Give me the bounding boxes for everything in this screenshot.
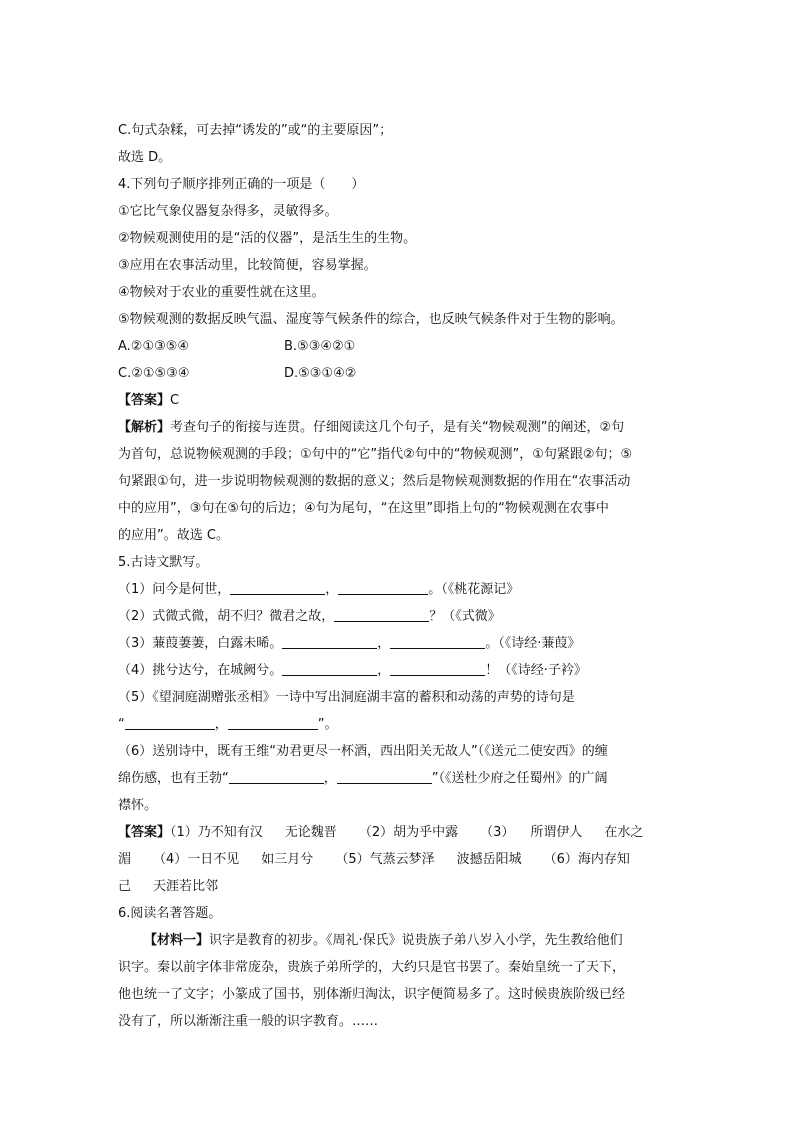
material-1-line: 他也统一了文字；小篆成了国书，别体渐归淘汰，识字便简易多了。这时候贵族阶级已经 <box>118 987 626 1002</box>
answer-blank[interactable] <box>229 769 324 784</box>
poem-item-2 <box>118 603 683 630</box>
answer-tag: 【答案】 <box>118 825 171 840</box>
poem-text: （4）挑兮达兮，在城阙兮。 <box>118 663 283 678</box>
text-line: C.句式杂糅，可去掉“诱发的”或“的主要原因”； <box>118 123 393 138</box>
question-5: 5.古诗文默写。 <box>118 555 209 570</box>
explanation-line <box>118 414 683 441</box>
material-1-line: 没有了，所以渐渐注重一般的识字教育。…… <box>118 1014 379 1029</box>
options-row-2 <box>118 360 683 387</box>
poem-text: ， <box>323 771 337 786</box>
poem-text: “ <box>118 717 125 732</box>
option-b: B.⑤③④②① <box>284 339 356 354</box>
answer-blank[interactable] <box>337 769 432 784</box>
answer-blank[interactable] <box>228 715 318 730</box>
text-line: 故选 D。 <box>118 150 172 165</box>
poem-text: ！（《诗经·子衿》 <box>485 663 587 678</box>
poem-text: ？（《式微》 <box>429 609 501 624</box>
answer-blank[interactable] <box>230 580 325 595</box>
answer-text: 如三月兮 <box>261 852 314 867</box>
answer-5-line-2 <box>118 846 683 873</box>
answer-value: C <box>170 393 180 408</box>
material-text: 识字是教育的初步。《周礼·保氏》说贵族子弟八岁入小学，先生教给他们 <box>209 933 623 948</box>
poem-text: ”（《送杜少府之任蜀州》的广阔 <box>431 771 608 786</box>
option-c: C.②①⑤③④ <box>118 366 190 381</box>
poem-text: 绵伤感，也有王勃“ <box>118 771 229 786</box>
sentence-5: ⑤物候观测的数据反映气温、湿度等气候条件的综合，也反映气候条件对于生物的影响。 <box>118 312 624 327</box>
answer-blank[interactable] <box>334 607 429 622</box>
poem-text: （2）式微式微，胡不归？微君之故， <box>118 609 335 624</box>
poem-item-6-blanks <box>118 765 683 792</box>
poem-text: ， <box>377 663 391 678</box>
poem-text: 。（《桃花源记》 <box>428 582 520 597</box>
document-page <box>118 117 683 1035</box>
answer-5-line-1 <box>118 819 683 846</box>
answer-text: 波撼岳阳城 <box>456 852 522 867</box>
answer-text: （6）海内存知 <box>543 852 630 867</box>
sentence-4: ④物候对于农业的重要性就在这里。 <box>118 285 325 300</box>
answer-text: 所谓伊人 <box>530 825 583 840</box>
poem-item-5: （5）《望洞庭湖赠张丞相》一诗中写出洞庭湖丰富的蓄积和动荡的声势的诗句是 <box>118 690 575 705</box>
poem-text: ， <box>214 717 228 732</box>
answer-blank[interactable] <box>125 715 215 730</box>
material-1-line <box>118 927 683 954</box>
option-d: D.⑤③①④② <box>284 366 357 381</box>
poem-item-1 <box>118 576 683 603</box>
answer-text: （4）一日不见 <box>153 852 240 867</box>
poem-text: （3）蒹葭萋萋，白露未晞。 <box>118 636 283 651</box>
answer-text: 无论魏晋 <box>284 825 337 840</box>
explanation-line: 为首句，总说物候观测的手段；①句中的“它”指代②句中的“物候观测”，①句紧跟②句；⑤ <box>118 447 633 462</box>
answer-text: 湄 <box>118 852 132 867</box>
answer-text: （5）气蒸云梦泽 <box>335 852 435 867</box>
poem-item-5-blanks <box>118 711 683 738</box>
options-row-1 <box>118 333 683 360</box>
answer-4 <box>118 387 683 414</box>
answer-text: 在水之 <box>604 825 644 840</box>
answer-text: 天涯若比邻 <box>153 879 219 894</box>
poem-text: ， <box>325 582 339 597</box>
poem-text: ”。 <box>317 717 338 732</box>
question-4: 4.下列句子顺序排列正确的一项是（ ） <box>118 177 365 192</box>
answer-text: （1）乃不知有汉 <box>170 825 263 840</box>
poem-text: 。（《诗经·蒹葭》 <box>485 636 581 651</box>
poem-item-6: （6）送别诗中，既有王维“劝君更尽一杯酒，西出阳关无故人”（《送元二使安西》的缠 <box>118 744 608 759</box>
option-a: A.②①③⑤④ <box>118 339 190 354</box>
poem-item-4 <box>118 657 683 684</box>
answer-blank[interactable] <box>390 634 485 649</box>
explanation-text: 考查句子的衔接与连贯。仔细阅读这几个句子，是有关“物候观测”的阐述，②句 <box>170 420 625 435</box>
answer-text: 己 <box>118 879 132 894</box>
poem-text: ， <box>377 636 391 651</box>
sentence-2: ②物候观测使用的是“活的仪器”，是活生生的生物。 <box>118 231 417 246</box>
poem-text: （1）问今是何世， <box>118 582 231 597</box>
explanation-tag: 【解析】 <box>118 420 171 435</box>
explanation-line: 句紧跟①句，进一步说明物候观测的数据的意义；然后是物候观测数据的作用在“农事活动 <box>118 474 631 489</box>
answer-blank[interactable] <box>282 634 377 649</box>
answer-tag: 【答案】 <box>118 393 171 408</box>
question-6: 6.阅读名著答题。 <box>118 906 222 921</box>
explanation-line: 的应用”。故选 C。 <box>118 528 229 543</box>
answer-blank[interactable] <box>282 661 377 676</box>
answer-5-line-3 <box>118 873 683 900</box>
material-tag: 【材料一】 <box>144 933 210 948</box>
answer-text: （2）胡为乎中露 <box>358 825 459 840</box>
poem-item-3 <box>118 630 683 657</box>
answer-blank[interactable] <box>390 661 485 676</box>
material-1-line: 识字。秦以前字体非常庞杂，贵族子弟所学的，大约只是官书罢了。秦始皇统一了天下， <box>118 960 626 975</box>
answer-blank[interactable] <box>338 580 428 595</box>
answer-text: （3） <box>480 825 515 840</box>
poem-item-6-end: 襟怀。 <box>118 798 158 813</box>
sentence-1: ①它比气象仪器复杂得多，灵敏得多。 <box>118 204 338 219</box>
sentence-3: ③应用在农事活动里，比较简便，容易掌握。 <box>118 258 377 273</box>
explanation-line: 中的应用”，③句在⑤句的后边；④句为尾句，“在这里”即指上句的“物候观测在农事中 <box>118 501 609 516</box>
